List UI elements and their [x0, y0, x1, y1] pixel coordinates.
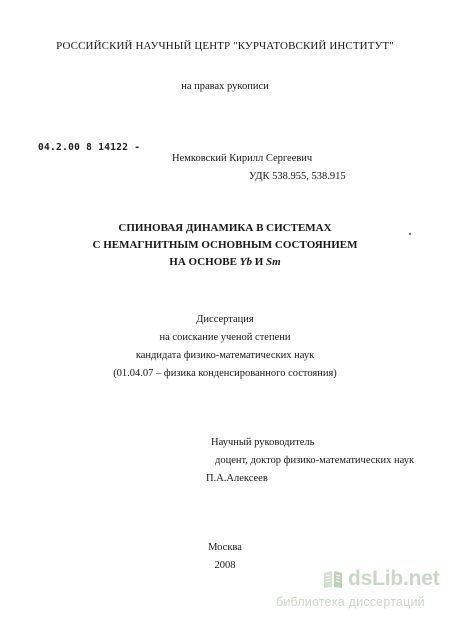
year: 2008: [214, 560, 236, 571]
book-icon: [322, 568, 344, 590]
library-stamp-code: 04.2.00 8 14122 -: [38, 142, 141, 153]
watermark-logo: [322, 566, 444, 592]
scan-speck: [409, 233, 411, 235]
thesis-degree: кандидата физико-математических наук: [135, 350, 315, 361]
watermark-logo-text: dsLib.net: [348, 567, 440, 590]
manuscript-rights-note: на правах рукописи: [181, 81, 269, 92]
supervisor-title: Научный руководитель: [211, 437, 315, 448]
title-line-1: СПИНОВАЯ ДИНАМИКА В СИСТЕМАХ: [118, 222, 332, 234]
watermark-caption: библиотека диссертаций: [276, 595, 425, 609]
institution-name: РОССИЙСКИЙ НАУЧНЫЙ ЦЕНТР "КУРЧАТОВСКИЙ ИНСТИТУТ": [56, 40, 394, 52]
thesis-specialty: (01.04.07 – физика конденсированного состояния): [113, 368, 337, 379]
thesis-purpose: на соискание ученой степени: [159, 332, 291, 343]
supervisor-name: П.А.Алексеев: [206, 473, 268, 484]
author-name: Немковский Кирилл Сергеевич: [172, 153, 313, 164]
element-yb: Yb: [239, 256, 252, 268]
city: Москва: [208, 542, 242, 553]
thesis-type: Диссертация: [196, 314, 254, 325]
title-line-3-and: И: [251, 256, 267, 268]
title-line-2: С НЕМАГНИТНЫМ ОСНОВНЫМ СОСТОЯНИЕМ: [92, 239, 358, 251]
udc-code: УДК 538.955, 538.915: [249, 171, 346, 182]
element-sm: Sm: [266, 256, 281, 268]
title-line-3: [0, 256, 450, 269]
supervisor-position: доцент, доктор физико-математических наук: [215, 455, 415, 466]
title-line-3-prefix: НА ОСНОВЕ: [169, 256, 240, 268]
